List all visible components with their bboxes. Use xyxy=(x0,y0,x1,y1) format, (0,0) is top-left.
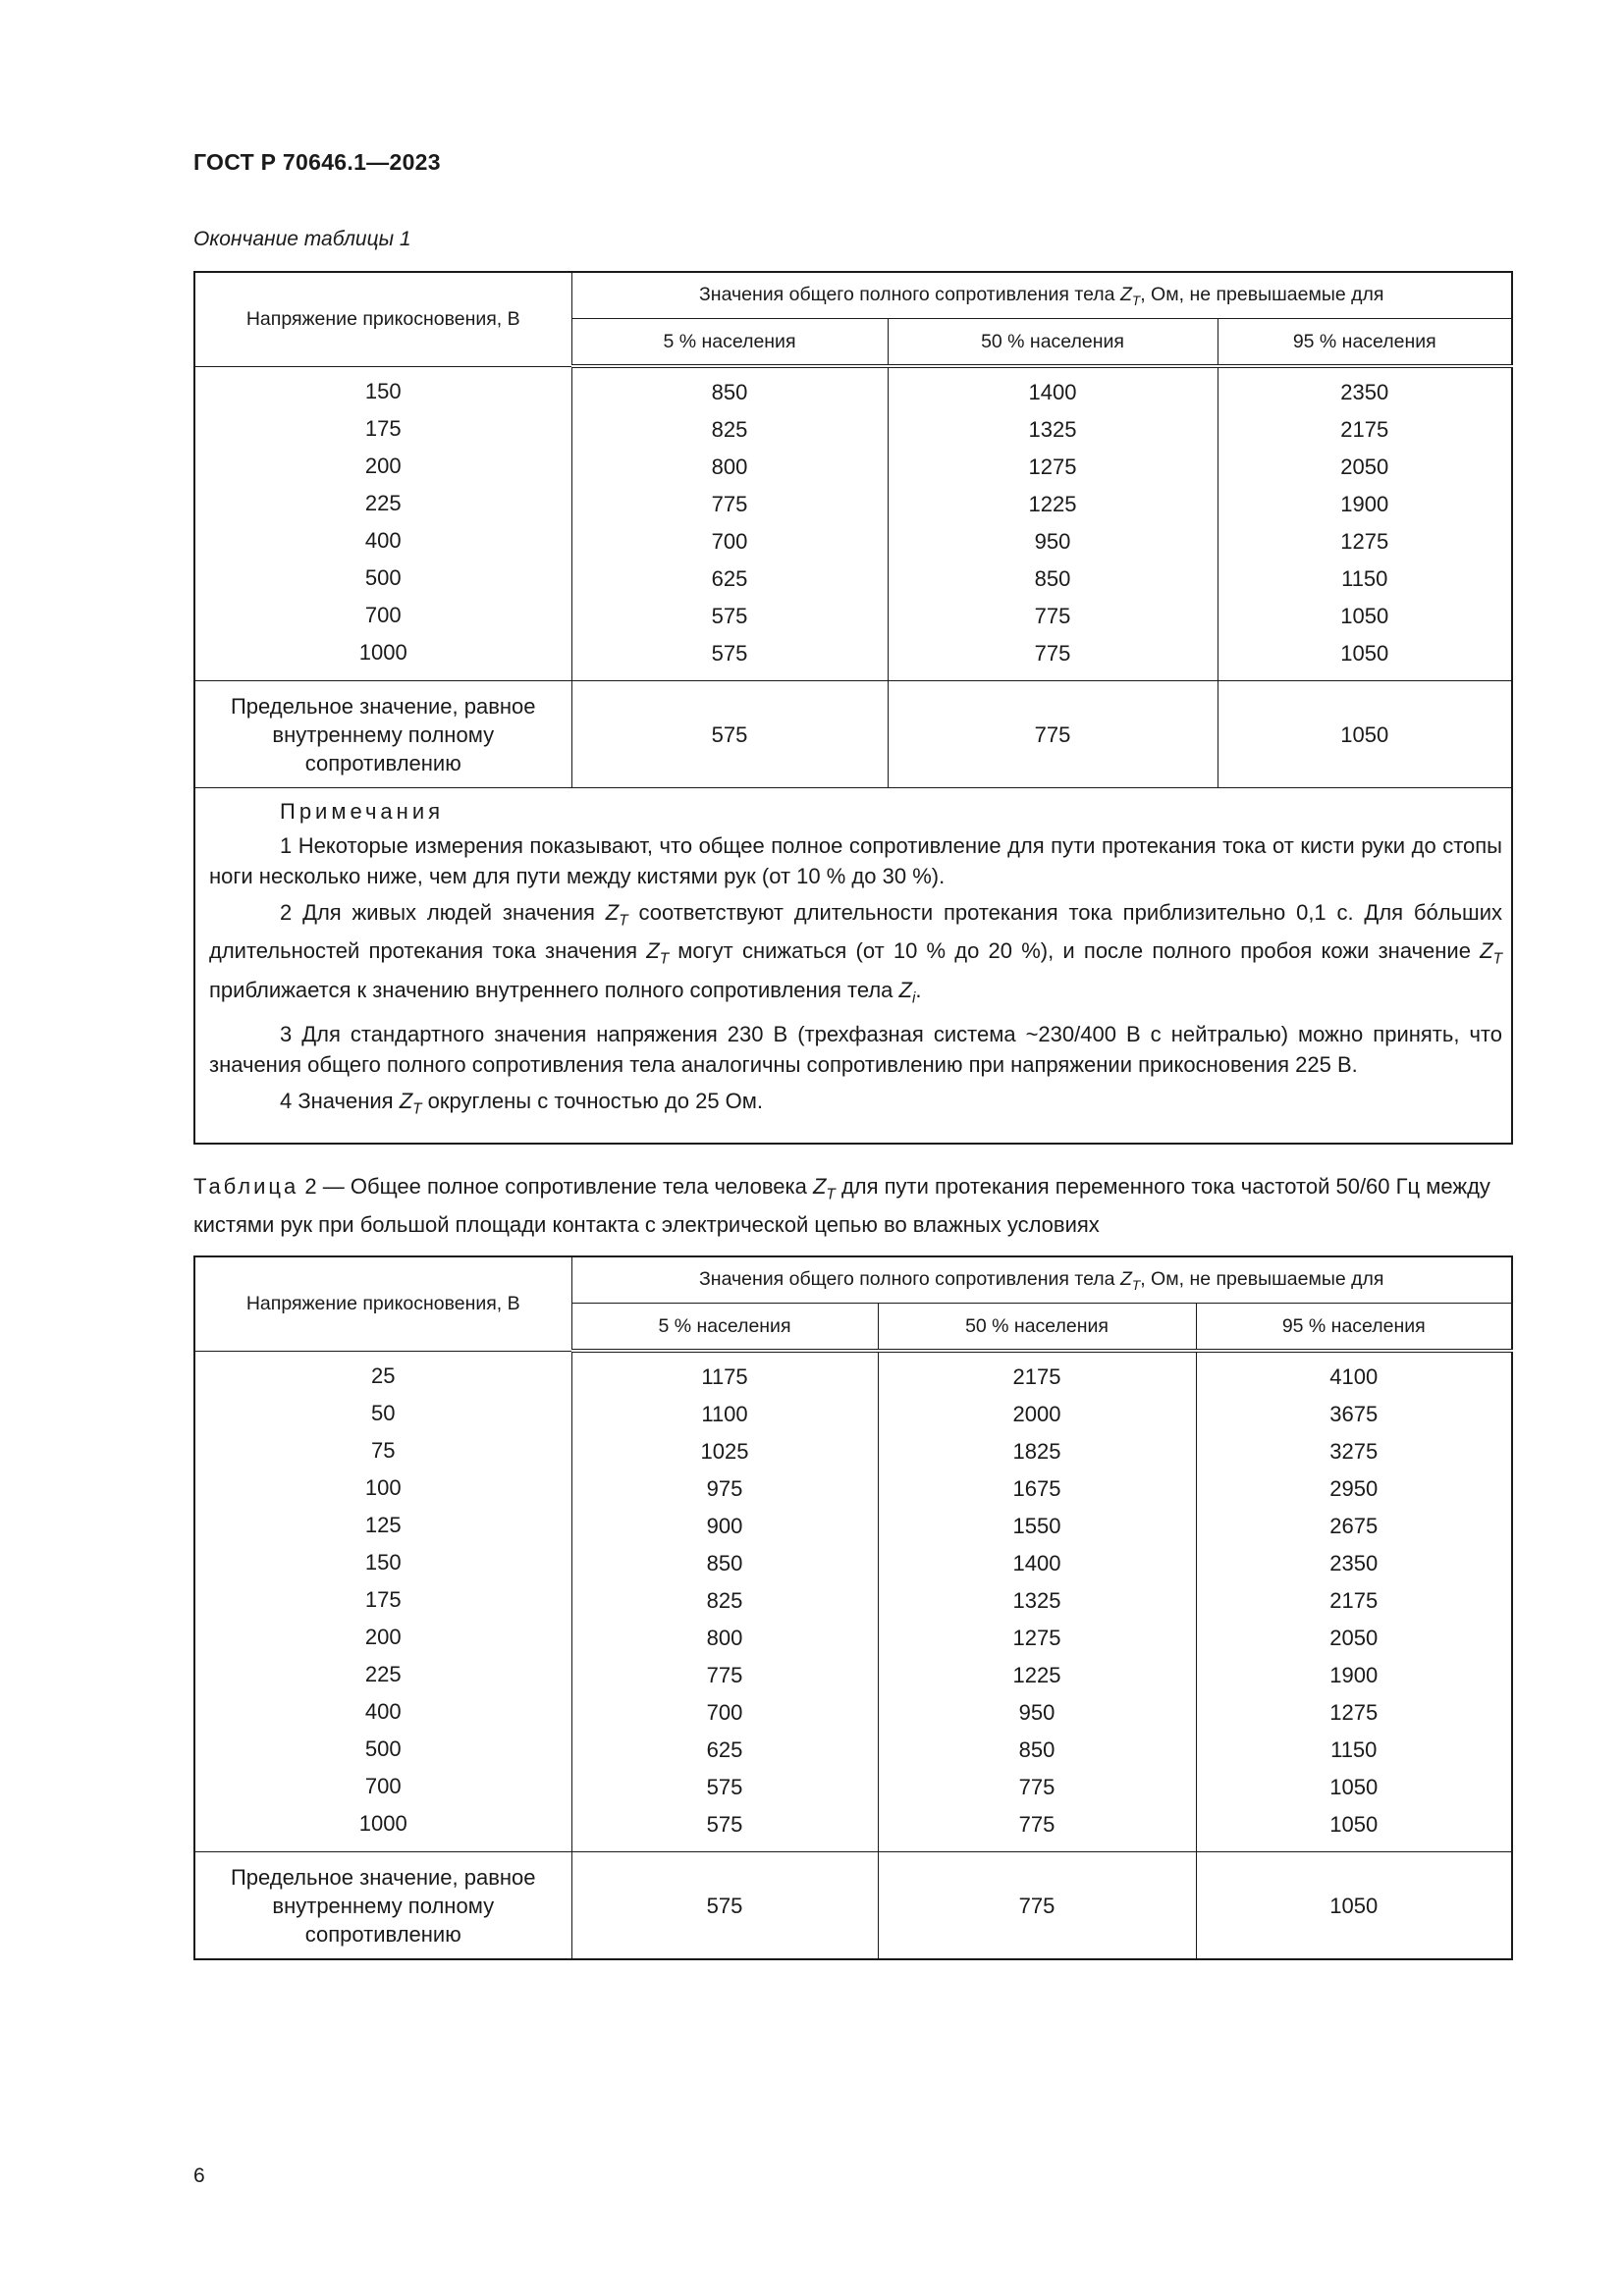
cell: 1050 xyxy=(1329,1775,1379,1799)
cell: 75 xyxy=(371,1437,396,1463)
cell: 400 xyxy=(364,527,402,553)
cell: 1225 xyxy=(1028,492,1077,516)
cell: 1325 xyxy=(1012,1588,1061,1613)
cell: 1675 xyxy=(1012,1476,1061,1501)
cell: 775 xyxy=(1034,641,1071,666)
cell: 900 xyxy=(706,1514,743,1538)
cell: 150 xyxy=(364,1549,402,1575)
col-header-voltage: Напряжение прикосновения, В xyxy=(194,1256,571,1351)
voltage-column xyxy=(194,1351,571,1852)
cell: 625 xyxy=(711,566,748,591)
table-1 xyxy=(193,271,1513,1145)
notes-title: Примечания xyxy=(280,799,445,824)
cell: 400 xyxy=(364,1698,402,1724)
cell: 1050 xyxy=(1340,604,1389,628)
cell: 950 xyxy=(1034,529,1071,554)
cell: 800 xyxy=(711,454,748,479)
cell: 575 xyxy=(706,1812,743,1837)
sub-header: 95 % населения xyxy=(1196,1304,1512,1352)
cell: 1000 xyxy=(358,639,407,665)
voltage-column xyxy=(194,366,571,681)
cell: 50 xyxy=(371,1400,396,1425)
cell: 1025 xyxy=(700,1439,749,1464)
cell: 2050 xyxy=(1329,1626,1379,1650)
cell: 775 xyxy=(1018,1812,1056,1837)
cell: 1225 xyxy=(1012,1663,1061,1687)
col-header-group: Значения общего полного сопротивления тела $Z_T$, Ом, не превышаемые для xyxy=(571,1256,1512,1304)
limit-value: 775 xyxy=(878,1852,1196,1960)
cell: 3675 xyxy=(1329,1402,1379,1426)
cell: 100 xyxy=(364,1474,402,1500)
value-column xyxy=(878,1351,1196,1852)
cell: 2350 xyxy=(1329,1551,1379,1575)
cell: 2000 xyxy=(1012,1402,1061,1426)
cell: 1100 xyxy=(701,1402,748,1426)
cell: 950 xyxy=(1018,1700,1056,1725)
cell: 700 xyxy=(364,1773,402,1798)
sub-header: 5 % населения xyxy=(571,1304,878,1352)
limit-value: 575 xyxy=(571,1852,878,1960)
limit-value: 1050 xyxy=(1218,681,1512,788)
document-code: ГОСТ Р 70646.1—2023 xyxy=(193,149,441,175)
cell: 500 xyxy=(364,1735,402,1761)
cell: 800 xyxy=(706,1626,743,1650)
cell: 225 xyxy=(364,490,402,515)
note-1: 1 Некоторые измерения показывают, что общее полное сопротивление для пути протекания тока от кисти руки до стопы ноги несколько ниже, чем для пути между кистями рук (от 10 % до 30 %). xyxy=(209,833,1502,888)
cell: 1275 xyxy=(1340,529,1389,554)
cell: 575 xyxy=(706,1775,743,1799)
cell: 850 xyxy=(706,1551,743,1575)
cell: 1900 xyxy=(1340,492,1389,516)
cell: 1400 xyxy=(1028,380,1077,404)
value-column xyxy=(888,366,1218,681)
limit-value: 575 xyxy=(571,681,888,788)
note-2: 2 Для живых людей значения $Z_T$ соответствуют длительности протекания тока приблизительно 0,1 с. Для бóльших длительностей протекания тока значения $Z_T$ могут снижаться (от 10 % до 20 %), и после полного пробоя кожи значение $Z_T$ приближается к значению внутреннего полного сопротивления тела $Z_i$. xyxy=(209,900,1503,1007)
cell: 1000 xyxy=(358,1810,407,1836)
cell: 1400 xyxy=(1012,1551,1061,1575)
cell: 850 xyxy=(1034,566,1071,591)
limit-value: 1050 xyxy=(1196,1852,1512,1960)
cell: 1050 xyxy=(1340,641,1389,666)
cell: 2675 xyxy=(1329,1514,1379,1538)
value-column xyxy=(1196,1351,1512,1852)
cell: 200 xyxy=(364,453,402,478)
cell: 775 xyxy=(706,1663,743,1687)
page-number: 6 xyxy=(193,2164,205,2187)
cell: 25 xyxy=(371,1362,396,1388)
sub-header: 5 % населения xyxy=(571,319,888,367)
cell: 500 xyxy=(364,564,402,590)
cell: 575 xyxy=(711,641,748,666)
cell: 1275 xyxy=(1028,454,1077,479)
limit-value: 775 xyxy=(888,681,1218,788)
cell: 2175 xyxy=(1012,1364,1061,1389)
cell: 775 xyxy=(1018,1775,1056,1799)
cell: 225 xyxy=(364,1661,402,1686)
cell: 175 xyxy=(364,1586,402,1612)
note-4: 4 Значения $Z_T$ округлены с точностью до 25 Ом. xyxy=(280,1089,764,1118)
cell: 4100 xyxy=(1329,1364,1379,1389)
cell: 700 xyxy=(711,529,748,554)
cell: 850 xyxy=(711,380,748,404)
notes-block xyxy=(194,788,1512,1144)
cell: 2350 xyxy=(1340,380,1389,404)
cell: 1275 xyxy=(1329,1700,1379,1725)
sub-header: 50 % населения xyxy=(888,319,1218,367)
table2-caption: Таблица 2 — Общее полное сопротивление тела человека $Z_T$ для пути протекания переменного тока частотой 50/60 Гц между кистями рук при большой площади контакта с электрической цепью во влажных условиях xyxy=(193,1174,1490,1238)
cell: 1150 xyxy=(1341,566,1388,591)
cell: 2950 xyxy=(1329,1476,1379,1501)
cell: 1550 xyxy=(1012,1514,1061,1538)
limit-label: Предельное значение, равное внутреннему полному сопротивлению xyxy=(194,681,571,788)
cell: 1825 xyxy=(1012,1439,1061,1464)
cell: 1275 xyxy=(1012,1626,1061,1650)
note-3: 3 Для стандартного значения напряжения 230 В (трехфазная система ~230/400 В с нейтралью) можно принять, что значения общего полного сопротивления тела аналогичны сопротивлению при напряжении прикосновения 225 В. xyxy=(209,1022,1502,1078)
value-column xyxy=(1218,366,1512,681)
cell: 825 xyxy=(706,1588,743,1613)
cell: 2050 xyxy=(1340,454,1389,479)
col-header-group: Значения общего полного сопротивления тела $Z_T$, Ом, не превышаемые для xyxy=(571,272,1512,319)
cell: 175 xyxy=(364,415,402,441)
cell: 775 xyxy=(711,492,748,516)
cell: 3275 xyxy=(1329,1439,1379,1464)
cell: 825 xyxy=(711,417,748,442)
cell: 2175 xyxy=(1340,417,1389,442)
sub-header: 50 % населения xyxy=(878,1304,1196,1352)
cell: 775 xyxy=(1034,604,1071,628)
cell: 700 xyxy=(706,1700,743,1725)
sub-header: 95 % населения xyxy=(1218,319,1512,367)
value-column xyxy=(571,1351,878,1852)
cell: 1900 xyxy=(1329,1663,1379,1687)
cell: 125 xyxy=(364,1512,402,1537)
table-2 xyxy=(193,1255,1513,1960)
cell: 1175 xyxy=(701,1364,748,1389)
cell: 575 xyxy=(711,604,748,628)
col-header-voltage: Напряжение прикосновения, В xyxy=(194,272,571,366)
cell: 975 xyxy=(706,1476,743,1501)
cell: 2175 xyxy=(1329,1588,1379,1613)
cell: 1325 xyxy=(1028,417,1077,442)
cell: 200 xyxy=(364,1624,402,1649)
cell: 1150 xyxy=(1330,1737,1378,1762)
cell: 1050 xyxy=(1329,1812,1379,1837)
value-column xyxy=(571,366,888,681)
cell: 700 xyxy=(364,602,402,627)
cell: 150 xyxy=(364,378,402,403)
cell: 625 xyxy=(706,1737,743,1762)
cell: 850 xyxy=(1018,1737,1056,1762)
table1-caption: Окончание таблицы 1 xyxy=(193,228,411,250)
limit-label: Предельное значение, равное внутреннему полному сопротивлению xyxy=(194,1852,571,1960)
